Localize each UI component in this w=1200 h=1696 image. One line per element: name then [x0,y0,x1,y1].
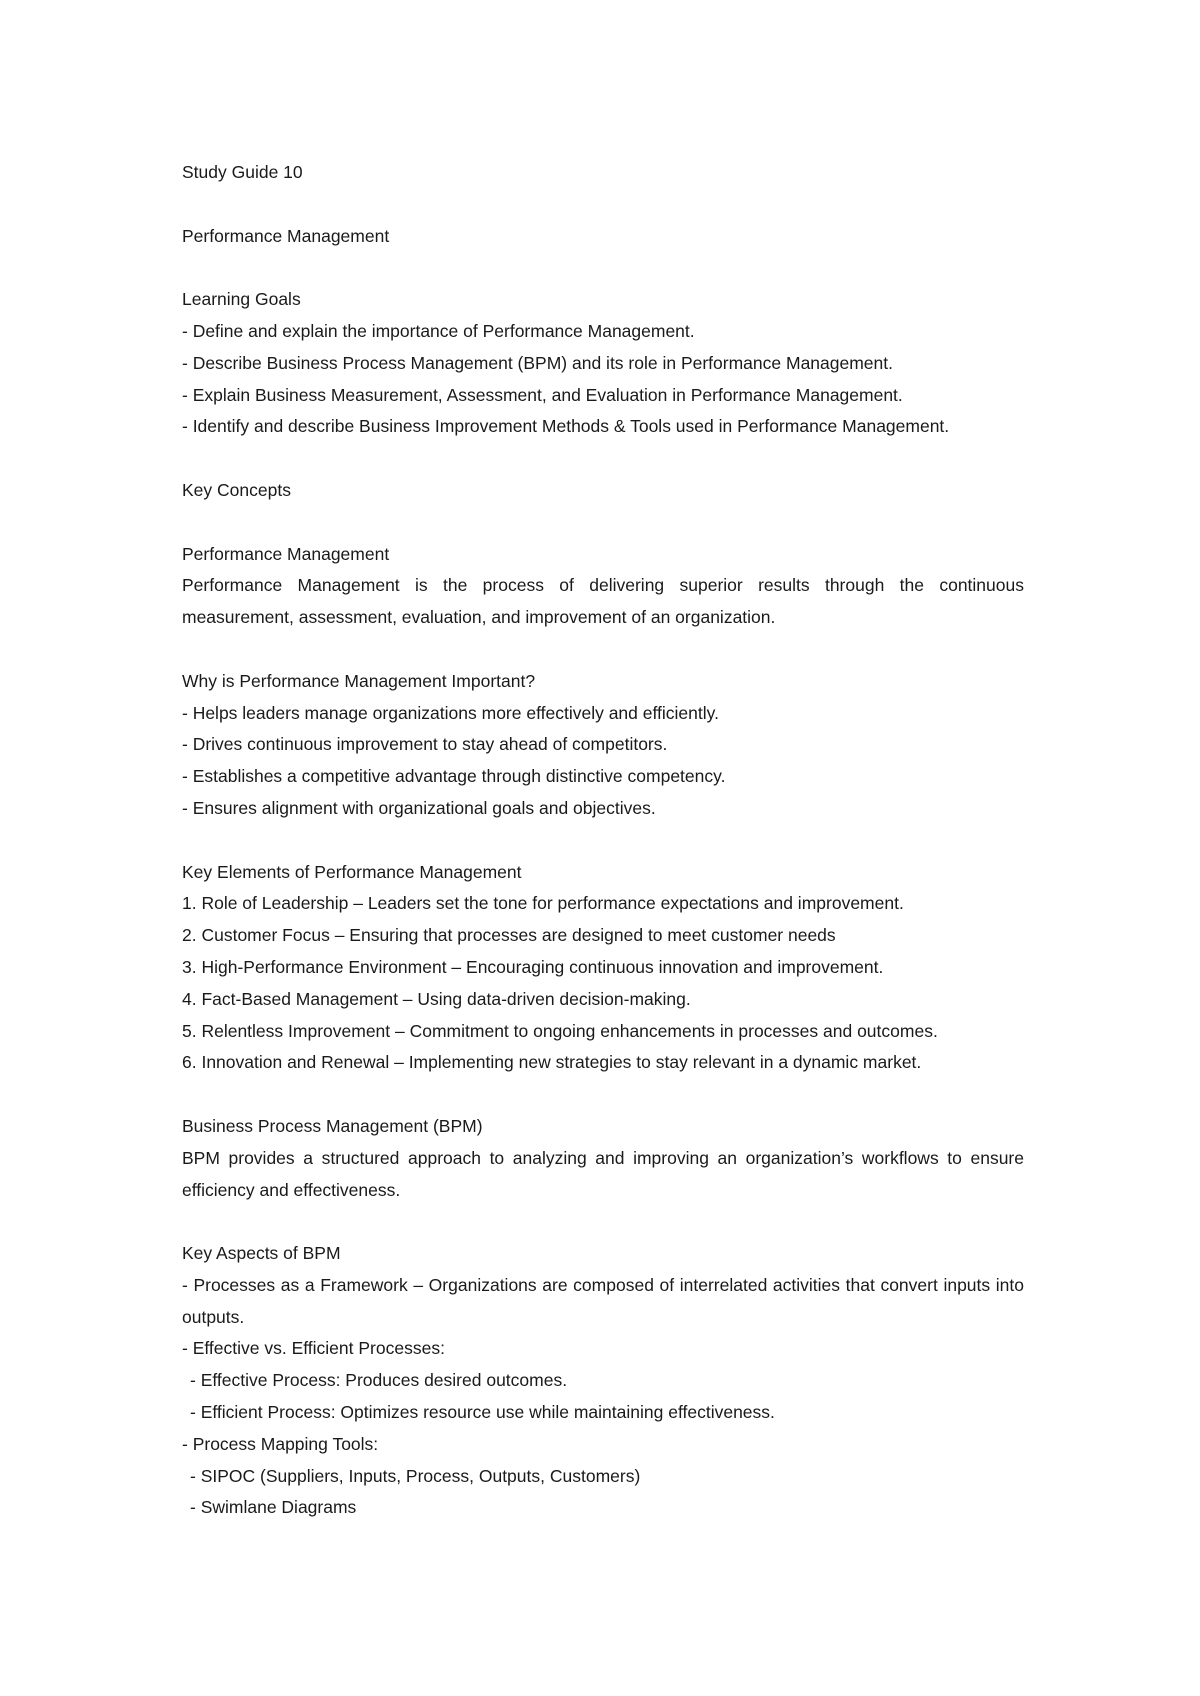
learning-goals-heading: Learning Goals [182,289,301,310]
key-element-item: 6. Innovation and Renewal – Implementing new strategies to stay relevant in a dynamic market. [182,1052,922,1073]
bpm-body: BPM provides a structured approach to analyzing and improving an organization’s workflows to ensure efficiency and effectiveness. [182,1147,1024,1200]
learning-goal-item: - Describe Business Process Management (BPM) and its role in Performance Management. [182,352,893,373]
key-aspect-subitem: - Swimlane Diagrams [190,1497,357,1518]
why-important-item: - Establishes a competitive advantage through distinctive competency. [182,766,726,787]
key-aspects-bpm-heading: Key Aspects of BPM [182,1243,341,1264]
why-important-heading: Why is Performance Management Important? [182,670,536,691]
key-element-item: 5. Relentless Improvement – Commitment to ongoing enhancements in processes and outcomes. [182,1020,938,1041]
key-element-item: 3. High-Performance Environment – Encouraging continuous innovation and improvement. [182,956,884,977]
learning-goal-item: - Identify and describe Business Improvement Methods & Tools used in Performance Management. [182,416,950,437]
learning-goal-item: - Define and explain the importance of Performance Management. [182,320,695,341]
document-page [182,157,1024,1524]
key-aspect-subitem: - SIPOC (Suppliers, Inputs, Process, Outputs, Customers) [190,1465,641,1486]
why-important-item: - Ensures alignment with organizational goals and objectives. [182,797,656,818]
spacer [182,1079,1024,1111]
key-aspect-subitem: - Efficient Process: Optimizes resource use while maintaining effectiveness. [190,1402,775,1423]
key-aspect-item: - Processes as a Framework – Organizations are composed of interrelated activities that convert inputs into outputs. [182,1274,1024,1327]
spacer [182,825,1024,857]
spacer [182,252,1024,284]
spacer [182,443,1024,475]
spacer [182,1206,1024,1238]
why-important-item: - Drives continuous improvement to stay ahead of competitors. [182,734,668,755]
spacer [182,634,1024,666]
why-important-item: - Helps leaders manage organizations more effectively and efficiently. [182,702,719,723]
key-aspect-item: - Effective vs. Efficient Processes: [182,1338,445,1359]
key-concepts-heading: Key Concepts [182,479,291,500]
spacer [182,189,1024,221]
performance-management-body: Performance Management is the process of delivering superior results through the continuous measurement, assessment, evaluation, and improvement of an organization. [182,575,1024,628]
bpm-heading: Business Process Management (BPM) [182,1115,483,1136]
key-aspect-subitem: - Effective Process: Produces desired outcomes. [190,1370,568,1391]
key-elements-heading: Key Elements of Performance Management [182,861,522,882]
key-aspect-item: - Process Mapping Tools: [182,1433,379,1454]
doc-title: Study Guide 10 [182,162,303,182]
key-element-item: 1. Role of Leadership – Leaders set the tone for performance expectations and improvement. [182,893,904,914]
spacer [182,507,1024,539]
key-element-item: 2. Customer Focus – Ensuring that processes are designed to meet customer needs [182,925,836,946]
performance-management-heading: Performance Management [182,543,390,564]
learning-goal-item: - Explain Business Measurement, Assessment, and Evaluation in Performance Management. [182,384,903,405]
key-element-item: 4. Fact-Based Management – Using data-driven decision-making. [182,988,691,1009]
doc-subtitle: Performance Management [182,225,390,246]
